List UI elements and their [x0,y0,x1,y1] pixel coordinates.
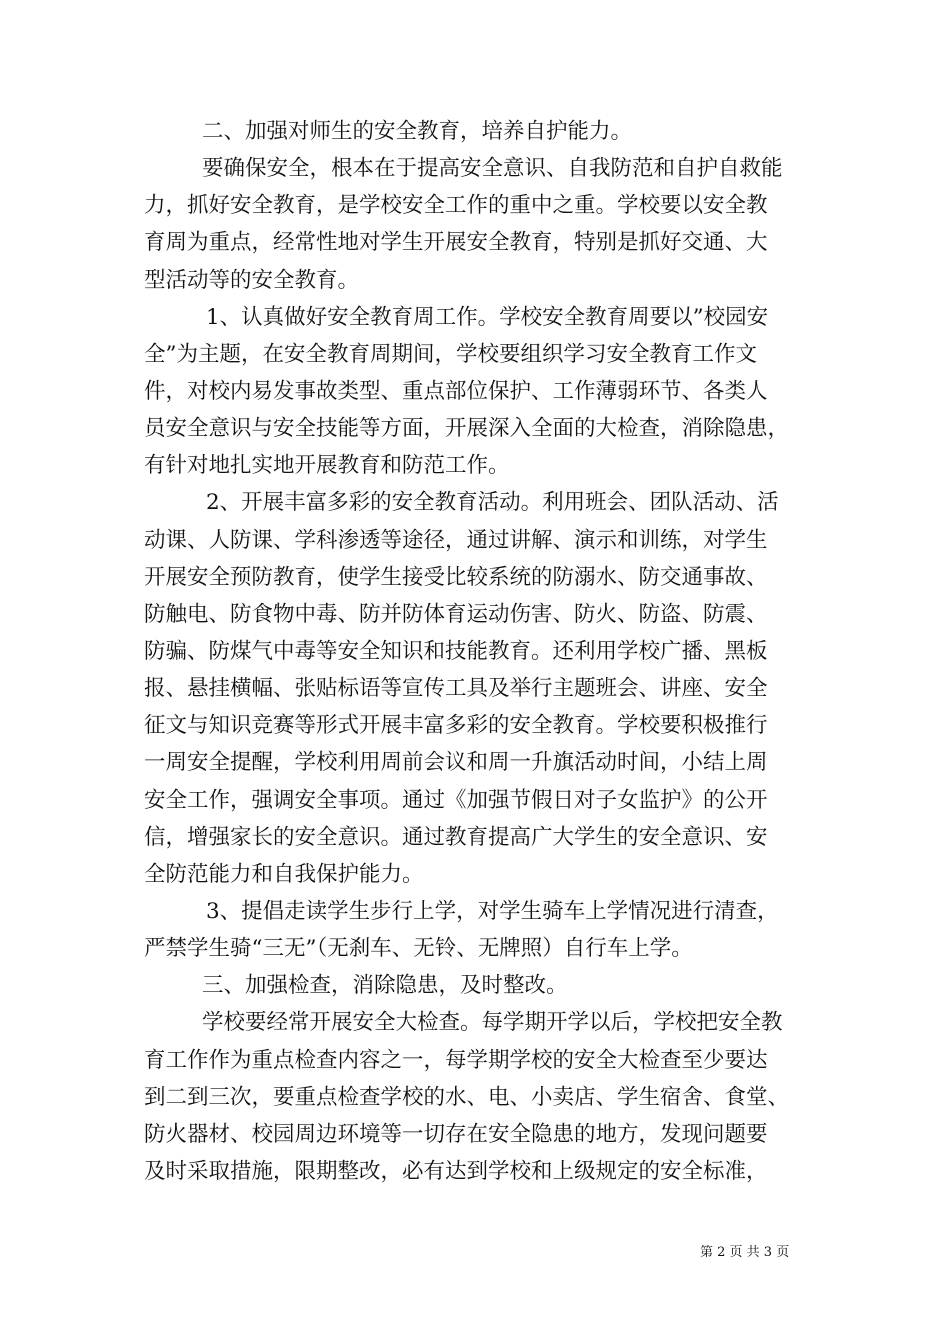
paragraph-line: 育工作作为重点检查内容之一，每学期学校的安全大检查至少要达 [144,1047,768,1073]
paragraph-line: 信，增强家长的安全意识。通过教育提高广大学生的安全意识、安 [144,824,768,850]
list-item-line: 2、开展丰富多彩的安全教育活动。利用班会、团队活动、活 [206,490,779,516]
paragraph-line: 育周为重点，经常性地对学生开展安全教育，特别是抓好交通、大 [144,230,768,256]
paragraph-line: 防触电、防食物中毒、防并防体育运动伤害、防火、防盗、防震、 [144,601,768,627]
paragraph-line: 件，对校内易发事故类型、重点部位保护、工作薄弱环节、各类人 [144,378,768,404]
paragraph-line: 及时采取措施，限期整改，必有达到学校和上级规定的安全标准， [144,1158,768,1184]
paragraph-line: 报、悬挂横幅、张贴标语等宣传工具及举行主题班会、讲座、安全 [144,676,768,702]
document-body [144,113,810,1190]
paragraph-line: 安全工作，强调安全事项。通过《加强节假日对子女监护》的公开 [144,787,768,813]
list-item-line: 3、提倡走读学生步行上学，对学生骑车上学情况进行清查， [206,898,779,924]
list-item-line: 1、认真做好安全教育周工作。学校安全教育周要以”校园安 [206,304,769,330]
paragraph-line: 开展安全预防教育，使学生接受比较系统的防溺水、防交通事故、 [144,564,768,590]
paragraph-line: 防骗、防煤气中毒等安全知识和技能教育。还利用学校广播、黑板 [144,638,768,664]
paragraph-line: 有针对地扎实地开展教育和防范工作。 [144,453,510,479]
paragraph-line: 一周安全提醒，学校利用周前会议和周一升旗活动时间，小结上周 [144,750,768,776]
section-heading: 三、加强检查，消除隐患，及时整改。 [202,973,568,999]
paragraph-line: 力，抓好安全教育，是学校安全工作的重中之重。学校要以安全教 [144,193,768,219]
paragraph-line: 严禁学生骑“三无”（无刹车、无铃、无牌照）自行车上学。 [144,936,693,962]
paragraph-line: 员安全意识与安全技能等方面，开展深入全面的大检查，消除隐患， [144,416,790,442]
paragraph-line: 全防范能力和自我保护能力。 [144,861,424,887]
paragraph-line: 全”为主题，在安全教育周期间，学校要组织学习安全教育工作文 [144,341,757,367]
paragraph-line: 学校要经常开展安全大检查。每学期开学以后，学校把安全教 [202,1010,783,1036]
paragraph-line: 到二到三次，要重点检查学校的水、电、小卖店、学生宿舍、食堂、 [144,1084,790,1110]
page-number: 第 2 页 共 3 页 [700,1245,790,1260]
paragraph-line: 征文与知识竞赛等形式开展丰富多彩的安全教育。学校要积极推行 [144,713,768,739]
paragraph-line: 要确保安全，根本在于提高安全意识、自我防范和自护自救能 [202,156,783,182]
paragraph-line: 型活动等的安全教育。 [144,267,360,293]
section-heading: 二、加强对师生的安全教育，培养自护能力。 [202,119,633,144]
paragraph-line: 动课、人防课、学科渗透等途径，通过讲解、演示和训练，对学生 [144,527,768,553]
paragraph-line: 防火器材、校园周边环境等一切存在安全隐患的地方，发现问题要 [144,1121,768,1147]
